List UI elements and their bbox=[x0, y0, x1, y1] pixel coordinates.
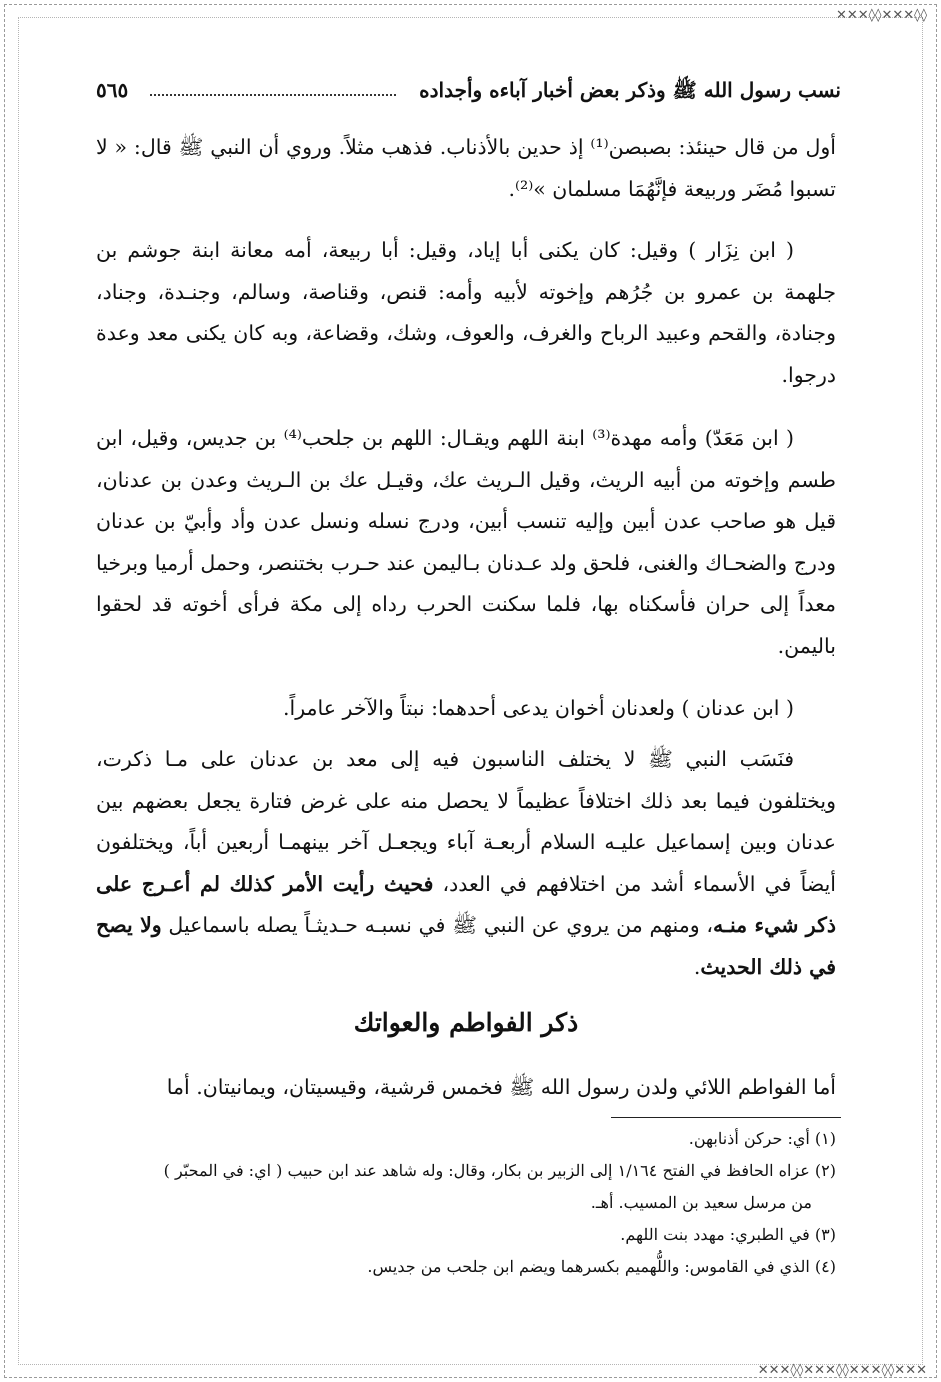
ornament-bottom: ✕✕✕◊◊✕✕✕◊◊✕✕✕◊◊✕✕✕ bbox=[757, 1363, 927, 1378]
footnote-2-continued: من مرسل سعيد بن المسيب. أهـ. bbox=[590, 1193, 812, 1212]
page-number: ٥٦٥ bbox=[96, 78, 129, 102]
paragraph-text: ( ابن مَعَدّ) وأمه مهدة⁽³⁾ ابنة اللهم ويقـال: اللهم بن جلحب⁽⁴⁾ بن جديس، وقيل، ابن طسم وإخوته من أبيه الريث، وقيل الـريث عك، وقيـل عك بن الـريث وعدن بن عدنان، قيل هو صاحب عدن أبين وإليه تنسب أبين، ودرج نسله ونسل عدن وأد وأبيّ بن عدنان ودرج والضحـاك والغنى، فلحق ولد عـدنان بـاليمن عند حـرب بختنصر، وحمل أرميا وبرخيا معداً إلى حران فأسكناه بها، فلما سكنت الحرب رداه إلى مكة فرأى أخوته قد لحقوا باليمن. bbox=[96, 426, 836, 658]
header-leader-dots bbox=[150, 94, 396, 96]
paragraph-text-bold: فحيث رأيت الأمر كذلك لم أعـرج على ذكر شيء منـه bbox=[96, 871, 836, 937]
paragraph-text: أما الفواطم اللائي ولدن رسول الله ﷺ فخمس قرشية، وقيسيتان، ويمانيتان. أما bbox=[166, 1075, 836, 1099]
paragraph-4 bbox=[96, 688, 836, 730]
paragraph-5 bbox=[96, 739, 836, 988]
paragraph-text: ( ابن عدنان ) ولعدنان أخوان يدعى أحدهما: نبتاً والآخر عامراً. bbox=[283, 696, 794, 720]
paragraph-text: أول من قال حينئذ: بصبصن⁽¹⁾ إذ حدين بالأذناب. فذهب مثلاً. وروي أن النبي ﷺ قال: « لا تسبوا مُضَر وربيعة فإنَّهُمَا مسلمان »⁽²⁾. bbox=[96, 135, 836, 201]
footnote-4: (٤) الذي في القاموس: واللُّهميم بكسرهما ويضم ابن جلحب من جديس. bbox=[367, 1257, 836, 1276]
paragraph-text: ( ابن نِزَار ) وقيل: كان يكنى أبا إياد، وقيل: أبا ربيعة، أمه معانة ابنة جوشم بن جلهمة بن عمرو بن جُرُهم وإخوته لأبيه وأمه: قنص، وقناصة، وسالم، وجنـدة، وجناد، وجنادة، والقحم وعبيد الرباح والغرف، والعوف، وشك، وقضاعة، وبه كان يكنى معد وعدة درجوا. bbox=[96, 238, 836, 387]
paragraph-2 bbox=[96, 230, 836, 396]
paragraph-text-bold: ولا يصح في ذلك الحديث bbox=[96, 913, 836, 979]
footnote-1: (١) أي: حركن أذنابهن. bbox=[688, 1129, 836, 1148]
running-title: نسب رسول الله ﷺ وذكر بعض أخبار آباءه وأجداده bbox=[419, 78, 841, 102]
page-header bbox=[96, 78, 841, 112]
footnotes bbox=[96, 1125, 836, 1285]
paragraph-text-part: . bbox=[693, 954, 701, 979]
paragraph-1 bbox=[96, 127, 836, 210]
footnote-2: (٢) عزاه الحافظ في الفتح ١/١٦٤ إلى الزبير بن بكار، وقال: وله شاهد عند ابن حبيب ( اي: في المحبّر ) bbox=[163, 1161, 836, 1180]
paragraph-6 bbox=[96, 1067, 836, 1109]
paragraph-text-part: فنَسَب النبي ﷺ لا يختلف الناسبون فيه إلى معد بن عدنان على مـا ذكرت، ويختلفون فيما بعد ذلك اختلافاً عظيماً لا يحصل منه على غرض فتارة يجعل بعضهم بين عدنان وبين إسماعيل عليـه السلام أربعـة آباء ويجعـل آخر بينهمـا أربعين أباً، ويختلفون أيضاً في الأسماء أشد من اختلافهم في العدد، bbox=[96, 747, 836, 896]
paragraph-text-part: ، ومنهم من يروي عن النبي ﷺ في نسبـه حـديثـاً يصله باسماعيل bbox=[161, 913, 713, 937]
footnote-separator bbox=[611, 1117, 841, 1118]
footnote-3: (٣) في الطبري: مهدد بنت اللهم. bbox=[620, 1225, 836, 1244]
ornament-top: ✕✕✕◊◊✕✕✕◊◊ bbox=[835, 8, 927, 23]
paragraph-text bbox=[96, 739, 836, 988]
paragraph-3 bbox=[96, 418, 836, 667]
section-heading: ذكر الفواطم والعواتك bbox=[353, 1008, 579, 1037]
